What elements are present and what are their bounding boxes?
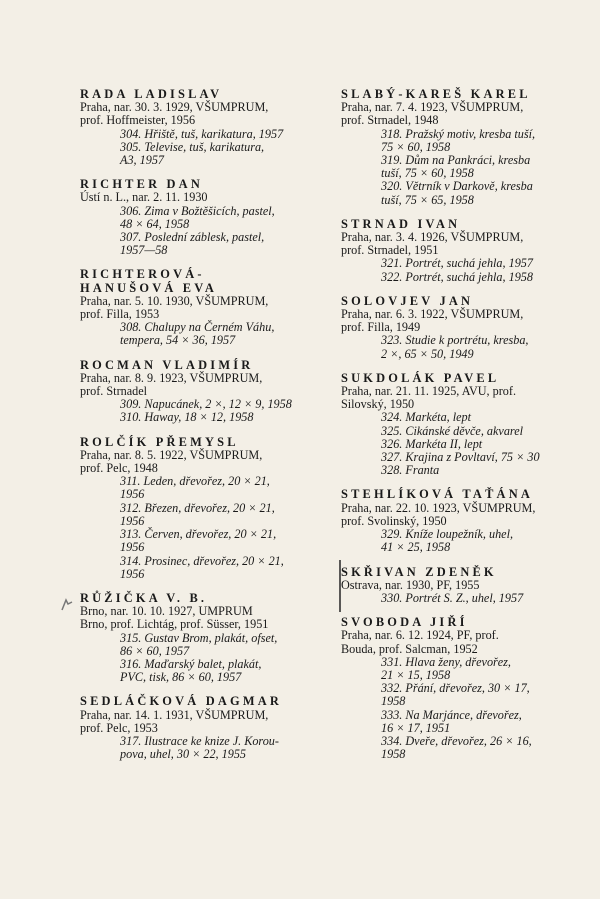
artwork-number: 307. (120, 230, 142, 245)
artwork-number: 305. (120, 139, 142, 154)
catalog-entry (341, 616, 596, 761)
catalog-entry (80, 178, 335, 257)
artwork-description: Hřiště, tuš, karikatura, 1957 (144, 126, 284, 141)
artwork-description: Portrét S. Z., uhel, 1957 (405, 590, 524, 605)
artwork-item (80, 658, 335, 684)
catalog-entry (341, 295, 596, 361)
catalog-entry (80, 695, 335, 761)
artist-info: Brno, nar. 10. 10. 1927, UMPRUM Brno, prof. Lichtág, prof. Süsser, 1951 (80, 604, 269, 632)
catalog-entry (80, 359, 335, 425)
artwork-item (341, 271, 596, 284)
artwork-description: Hlava ženy, dřevořez, 21 × 15, 1958 (381, 654, 511, 682)
artwork-item (341, 464, 596, 477)
artwork-number: 311. (120, 474, 141, 489)
artwork-number: 315. (120, 630, 142, 645)
artwork-description: Napucánek, 2 ×, 12 × 9, 1958 (144, 397, 292, 412)
margin-line-mark (338, 560, 342, 612)
artist-name: SKŘIVAN ZDENĚK (341, 564, 497, 579)
artist-info: Praha, nar. 6. 3. 1922, VŠUMPRUM, prof. Filla, 1949 (341, 307, 524, 335)
artwork-item (80, 411, 335, 424)
artwork-item (80, 632, 335, 658)
artwork-item (341, 682, 596, 708)
catalog-entry (80, 88, 335, 167)
artist-name: STRNAD IVAN (341, 216, 461, 231)
artwork-description: Maďarský balet, plakát, PVC, tisk, 86 × 60, 1957 (120, 656, 262, 685)
artwork-item (80, 502, 335, 528)
artist-info: Praha, nar. 5. 10. 1930, VŠUMPRUM, prof. Filla, 1953 (80, 293, 269, 322)
artist-name: STEHLÍKOVÁ TAŤÁNA (341, 487, 533, 502)
artwork-description: Červen, dřevořez, 20 × 21, 1956 (120, 527, 277, 555)
artwork-description: Pražský motiv, kresba tuší, 75 × 60, 1958 (381, 126, 536, 154)
artwork-number: 326. (381, 436, 403, 451)
artwork-description: Franta (405, 463, 440, 478)
artwork-item (80, 475, 335, 501)
artwork-description: Dveře, dřevořez, 26 × 16, 1958 (381, 733, 532, 762)
artwork-number: 314. (120, 553, 142, 568)
artwork-item (80, 321, 335, 347)
artwork-description: Ilustrace ke knize J. Korou- pova, uhel, 30 × 22, 1955 (120, 733, 279, 762)
artwork-number: 330. (381, 590, 403, 605)
artwork-description: Prosinec, dřevořez, 20 × 21, 1956 (120, 553, 284, 581)
artwork-number: 332. (381, 681, 403, 696)
artwork-description: Dům na Pankráci, kresba tuší, 75 × 60, 1958 (381, 153, 531, 181)
artwork-number: 320. (381, 179, 403, 194)
catalog-entry (80, 436, 335, 581)
artwork-number: 317. (120, 733, 142, 748)
artwork-item (341, 709, 596, 735)
artist-name: ROLČÍK PŘEMYSL (80, 434, 239, 449)
artwork-number: 322. (381, 269, 403, 284)
artwork-number: 334. (381, 733, 403, 748)
artist-name: ROCMAN VLADIMÍR (80, 357, 254, 372)
artist-name: SVOBODA JIŘÍ (341, 615, 468, 630)
artwork-description: Leden, dřevořez, 20 × 21, 1956 (120, 474, 270, 502)
artist-info: Praha, nar. 14. 1. 1931, VŠUMPRUM, prof. Pelc, 1953 (80, 707, 269, 735)
artwork-number: 331. (381, 654, 403, 669)
artwork-item (341, 154, 596, 180)
artist-name: RICHTER DAN (80, 177, 203, 192)
artist-name: SLABÝ-KAREŠ KAREL (341, 87, 531, 101)
artwork-number: 323. (381, 333, 403, 348)
artist-info: Praha, nar. 7. 4. 1923, VŠUMPRUM, prof. Strnadel, 1948 (341, 100, 524, 128)
catalog-entry (341, 488, 596, 554)
artwork-item (80, 735, 335, 761)
artist-info: Praha, nar. 21. 11. 1925, AVU, prof. Silovský, 1950 (341, 384, 517, 412)
artwork-description: Televise, tuš, karikatura, A3, 1957 (120, 139, 265, 168)
artwork-item (341, 128, 596, 154)
catalog-entry (341, 566, 596, 606)
left-column (80, 88, 335, 772)
artwork-description: Zima v Božtěšicích, pastel, 48 × 64, 1958 (120, 203, 275, 231)
artwork-number: 313. (120, 527, 142, 542)
artwork-number: 325. (381, 423, 403, 438)
artwork-item (341, 334, 596, 360)
artwork-number: 319. (381, 153, 403, 168)
pencil-mark-icon (60, 598, 74, 612)
artist-info: Praha, nar. 22. 10. 1923, VŠUMPRUM, prof. Svolinský, 1950 (341, 500, 536, 528)
catalog-entry (80, 268, 335, 347)
artwork-number: 324. (381, 410, 403, 425)
artwork-number: 316. (120, 656, 142, 671)
catalog-entry (341, 218, 596, 284)
artwork-description: Chalupy na Černém Váhu, tempera, 54 × 36, 1957 (120, 320, 275, 348)
artwork-number: 308. (120, 320, 142, 335)
artwork-number: 306. (120, 203, 142, 218)
artwork-item (80, 555, 335, 581)
artwork-description: Kníže loupežník, uhel, 41 × 25, 1958 (381, 527, 514, 555)
artwork-description: Krajina z Povltaví, 75 × 30 (405, 450, 540, 465)
artwork-description: Přání, dřevořez, 30 × 17, 1958 (381, 681, 530, 709)
artwork-description: Markéta, lept (405, 410, 472, 425)
right-column (341, 88, 596, 772)
artist-name: RADA LADISLAV (80, 87, 223, 101)
artist-info: Ostrava, nar. 1930, PF, 1955 (341, 577, 480, 592)
artwork-number: 304. (120, 126, 142, 141)
artist-info: Praha, nar. 6. 12. 1924, PF, prof. Bouda, prof. Salcman, 1952 (341, 628, 499, 656)
artwork-item (80, 205, 335, 231)
catalog-entry (80, 592, 335, 684)
catalog-entry (341, 372, 596, 478)
artist-name: RICHTEROVÁ- HANUŠOVÁ EVA (80, 267, 217, 295)
artwork-description: Na Marjánce, dřevořez, 16 × 17, 1951 (381, 707, 522, 735)
artwork-item (80, 231, 335, 257)
artwork-description: Poslední záblesk, pastel, 1957—58 (120, 230, 265, 258)
artist-name: RŮŽIČKA V. B. (80, 590, 208, 605)
artwork-number: 318. (381, 126, 403, 141)
artwork-item (341, 180, 596, 206)
artwork-number: 309. (120, 397, 142, 412)
artwork-item (341, 528, 596, 554)
artwork-item (341, 451, 596, 464)
artwork-description: Březen, dřevořez, 20 × 21, 1956 (120, 500, 275, 528)
artist-info: Praha, nar. 3. 4. 1926, VŠUMPRUM, prof. Strnadel, 1951 (341, 230, 524, 258)
artwork-description: Portrét, suchá jehla, 1958 (405, 269, 533, 284)
artwork-description: Studie k portrétu, kresba, 2 ×, 65 × 50, 1949 (381, 333, 529, 361)
artwork-number: 321. (381, 256, 403, 271)
artwork-description: Gustav Brom, plakát, ofset, 86 × 60, 1957 (120, 630, 278, 658)
artwork-item (341, 656, 596, 682)
artist-name: SEDLÁČKOVÁ DAGMAR (80, 694, 283, 709)
artwork-number: 333. (381, 707, 403, 722)
artwork-description: Cikánské děvče, akvarel (405, 423, 524, 438)
artwork-item (341, 592, 596, 605)
artwork-number: 327. (381, 450, 403, 465)
artwork-description: Větrník v Darkově, kresba tuší, 75 × 65, 1958 (381, 179, 533, 207)
artist-info: Praha, nar. 8. 5. 1922, VŠUMPRUM, prof. Pelc, 1948 (80, 447, 263, 476)
artwork-description: Markéta II, lept (405, 436, 483, 451)
artwork-item (80, 141, 335, 167)
artwork-item (341, 735, 596, 761)
artwork-item (80, 528, 335, 554)
artwork-number: 328. (381, 463, 403, 478)
artwork-number: 312. (120, 500, 142, 515)
artist-info: Praha, nar. 8. 9. 1923, VŠUMPRUM, prof. Strnadel (80, 370, 263, 399)
artist-info: Praha, nar. 30. 3. 1929, VŠUMPRUM, prof. Hoffmeister, 1956 (80, 100, 269, 128)
artist-info: Ústí n. L., nar. 2. 11. 1930 (80, 190, 208, 205)
artwork-number: 329. (381, 527, 403, 542)
artwork-description: Haway, 18 × 12, 1958 (144, 410, 254, 425)
artist-name: SOLOVJEV JAN (341, 293, 474, 308)
artwork-description: Portrét, suchá jehla, 1957 (405, 256, 533, 271)
artist-name: SUKDOLÁK PAVEL (341, 370, 500, 385)
catalog-entry (341, 88, 596, 207)
artwork-number: 310. (120, 410, 142, 425)
